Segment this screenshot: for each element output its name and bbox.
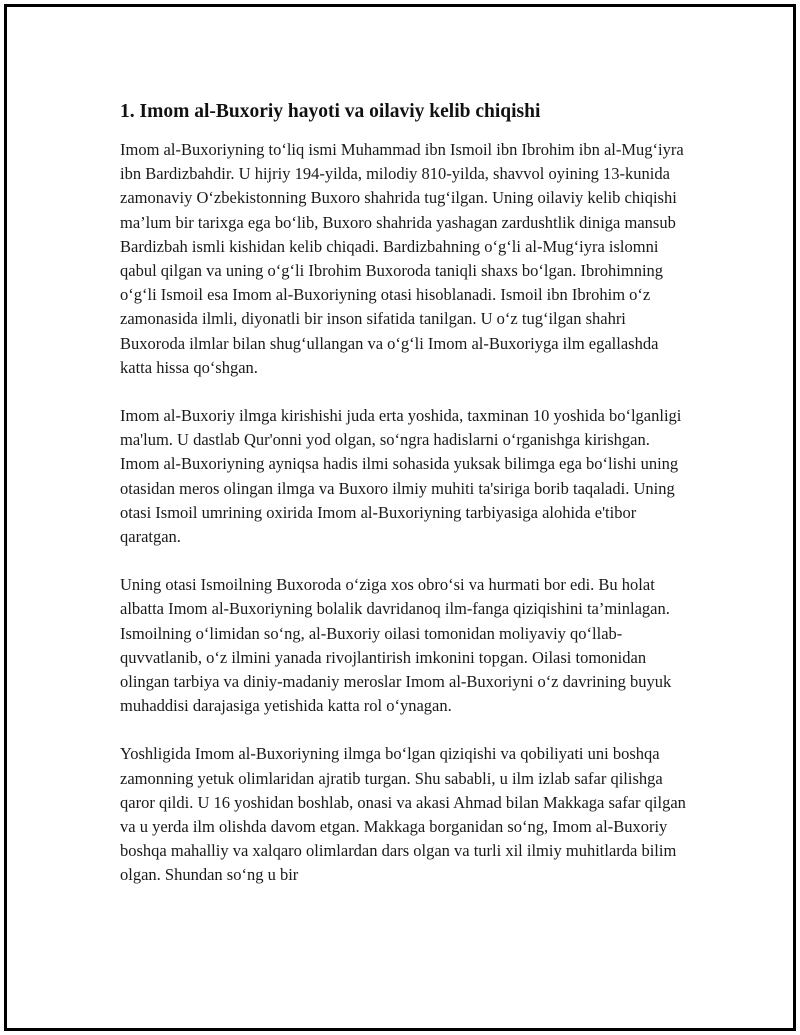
- paragraph-2: Imom al-Buxoriy ilmga kirishishi juda erta yoshida, taxminan 10 yoshida bo‘lganligi ma'lum. U dastlab Qur'onni yod olgan, so‘ngra hadislarni o‘rganishga kirishgan. Imom al-Buxoriyning ayniqsa hadis ilmi sohasida yuksak bilimga ega bo‘lishi uning otasidan meros olingan ilmga va Buxoro ilmiy muhiti ta'siriga borib taqaladi. Uning otasi Ismoil umrining oxirida Imom al-Buxoriyning tarbiyasiga alohida e'tibor qaratgan.: [120, 406, 682, 547]
- section-heading: 1. Imom al-Buxoriy hayoti va oilaviy kelib chiqishi: [120, 101, 541, 122]
- document-body: [120, 99, 690, 912]
- page-frame: [4, 4, 796, 1031]
- paragraph-1: Imom al-Buxoriyning to‘liq ismi Muhammad ibn Ismoil ibn Ibrohim ibn al-Mug‘iyra ibn Bardizbahdir. U hijriy 194-yilda, milodiy 810-yilda, shavvol oyining 13-kunida zamonaviy O‘zbekistonning Buxoro shahrida tug‘ilgan. Uning oilaviy kelib chiqishi ma’lum bir tarixga ega bo‘lib, Buxoro shahrida yashagan zardushtlik diniga mansub Bardizbah ismli kishidan kelib chiqadi. Bardizbahning o‘g‘li al-Mug‘iyra islomni qabul qilgan va uning o‘g‘li Ibrohim Buxoroda taniqli shaxs bo‘lgan. Ibrohimning o‘g‘li Ismoil esa Imom al-Buxoriyning otasi hisoblanadi. Ismoil ibn Ibrohim o‘z zamonasida ilmli, diyonatli bir inson sifatida tanilgan. U o‘z tug‘ilgan shahri Buxoroda ilmlar bilan shug‘ullangan va o‘g‘li Imom al-Buxoriyga ilm egallashda katta hissa qo‘shgan.: [120, 140, 684, 377]
- paragraph-4: Yoshligida Imom al-Buxoriyning ilmga bo‘lgan qiziqishi va qobiliyati uni boshqa zamonning yetuk olimlaridan ajratib turgan. Shu sababli, u ilm izlab safar qilishga qaror qildi. U 16 yoshidan boshlab, onasi va akasi Ahmad bilan Makkaga safar qilgan va u yerda ilm olishda davom etgan. Makkaga borganidan so‘ng, Imom al-Buxoriy boshqa mahalliy va xalqaro olimlardan dars olgan va turli xil ilmiy muhitlarda bilim olgan. Shundan so‘ng u bir: [120, 744, 686, 885]
- paragraph-3: Uning otasi Ismoilning Buxoroda o‘ziga xos obro‘si va hurmati bor edi. Bu holat albatta Imom al-Buxoriyning bolalik davridanoq ilm-fanga qiziqishini ta’minlagan. Ismoilning o‘limidan so‘ng, al-Buxoriy oilasi tomonidan moliyaviy qo‘llab-quvvatlanib, o‘z ilmini yanada rivojlantirish imkonini topgan. Oilasi tomonidan olingan tarbiya va diniy-madaniy meroslar Imom al-Buxoriyni o‘z davrining buyuk muhaddisi darajasiga yetishida katta rol o‘ynagan.: [120, 575, 672, 716]
